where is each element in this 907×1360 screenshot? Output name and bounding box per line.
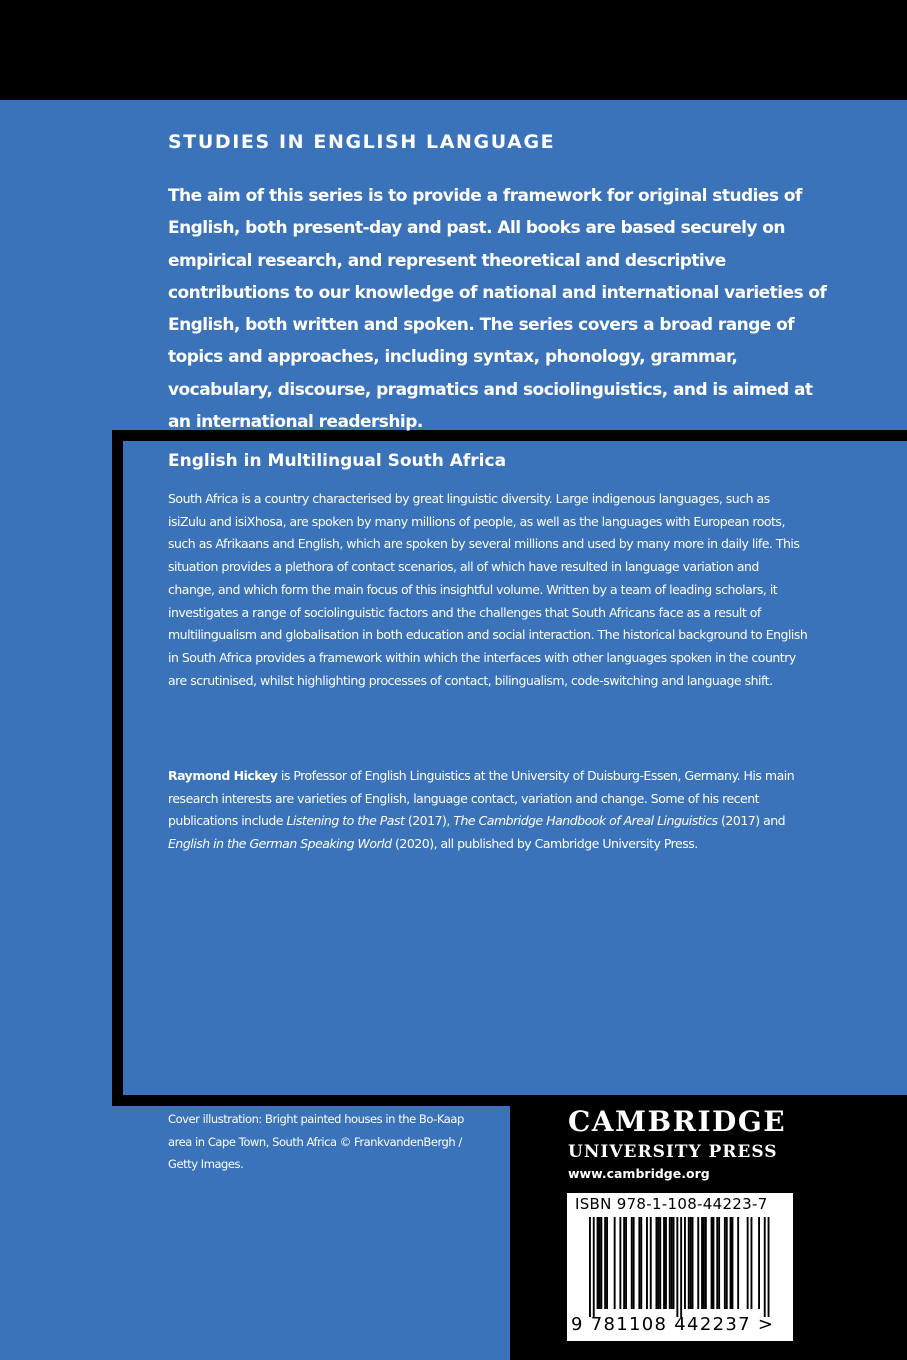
- barcode-bar: [737, 1217, 739, 1309]
- barcode-bar: [646, 1217, 648, 1309]
- barcode-bar: [732, 1217, 734, 1309]
- publisher-subname: UNIVERSITY PRESS: [568, 1142, 778, 1162]
- barcode-bar: [680, 1217, 682, 1317]
- barcode-bar: [724, 1217, 726, 1309]
- author-work-title: English in the German Speaking World: [168, 836, 392, 852]
- author-bio-text: (2020), all published by Cambridge University Press.: [391, 836, 698, 852]
- barcode-bar: [697, 1217, 699, 1309]
- barcode-bar: [690, 1217, 692, 1309]
- barcode-bar: [703, 1217, 705, 1309]
- author-work-title: Listening to the Past: [286, 813, 405, 829]
- barcode-bar: [758, 1217, 760, 1309]
- author-name: Raymond Hickey: [168, 768, 278, 783]
- barcode-bar: [659, 1217, 661, 1309]
- barcode-bar: [716, 1217, 718, 1309]
- barcode-bar: [614, 1217, 616, 1309]
- ean-digits: 9 781108 442237 >: [571, 1314, 775, 1335]
- left-blue-strip: [0, 430, 112, 1360]
- barcode-bar: [751, 1217, 753, 1309]
- barcode-bar: [665, 1217, 667, 1309]
- author-bio-text: (2017),: [404, 813, 454, 829]
- publisher-website: www.cambridge.org: [568, 1166, 710, 1181]
- publisher-name: CAMBRIDGE: [568, 1105, 787, 1138]
- barcode-bar: [764, 1217, 766, 1317]
- barcode-bar: [633, 1217, 635, 1309]
- barcode-bar: [640, 1217, 642, 1309]
- series-title: STUDIES IN ENGLISH LANGUAGE: [168, 131, 556, 153]
- barcode-bar: [726, 1217, 728, 1309]
- barcode-bar: [619, 1217, 621, 1309]
- book-blurb: South Africa is a country characterised by great linguistic diversity. Large indigenous languages, such as isiZulu and isiXhosa, are spoken by many millions of people, as well as the languages with European roots, such as Afrikaans and English, which are spoken by several millions and used by many more in daily life. This situation provides a plethora of contact scenarios, all of which have resulted in language variation and change, and which form the main focus of this insightful volume. Written by a team of leading scholars, it investigates a range of sociolinguistic factors and the challenges that South Africans face as a result of multilingualism and globalisation in both education and social interaction. The historical background to English in South Africa provides a framework within which the interfaces with other languages spoken in the country are scrutinised, whilst highlighting processes of contact, bilingualism, code-switching and language shift.: [168, 491, 808, 688]
- barcode-bar: [593, 1217, 595, 1317]
- barcode-bar: [631, 1217, 633, 1309]
- barcode-bar: [589, 1217, 591, 1317]
- barcode-bar: [718, 1217, 720, 1309]
- barcode-bar: [713, 1217, 715, 1309]
- barcode-bar: [730, 1217, 732, 1309]
- barcode-bar: [669, 1217, 671, 1309]
- barcode-bar: [657, 1217, 659, 1309]
- barcode-bar: [606, 1217, 608, 1309]
- barcode-bar: [671, 1217, 673, 1309]
- isbn-barcode: [567, 1193, 793, 1341]
- author-bio: [168, 765, 808, 856]
- barcode-bar: [600, 1217, 602, 1309]
- barcode-bar: [673, 1217, 675, 1309]
- author-work-title: The Cambridge Handbook of Areal Linguistics: [453, 813, 718, 829]
- barcode-bar: [701, 1217, 703, 1309]
- barcode-bar: [625, 1217, 627, 1309]
- barcode-bars: [589, 1217, 779, 1317]
- barcode-bar: [684, 1217, 686, 1309]
- barcode-bar: [676, 1217, 678, 1317]
- barcode-bar: [705, 1217, 707, 1309]
- barcode-bar: [597, 1217, 599, 1309]
- barcode-bar: [656, 1217, 658, 1309]
- author-bio-text: is Professor of English Linguistics at the University of Duisburg-Essen, Germany. His main research interests are varieties of English, language contact, variation and change. Some of his recent publications include: [168, 768, 795, 829]
- cover-credit: Cover illustration: Bright painted houses in the Bo-Kaap area in Cape Town, South Africa © FrankvandenBergh / Getty Images.: [168, 1112, 464, 1172]
- barcode-bar: [638, 1217, 640, 1309]
- barcode-bar: [599, 1217, 601, 1309]
- publisher-logo: [568, 1103, 786, 1185]
- barcode-bar: [604, 1217, 606, 1309]
- barcode-bar: [663, 1217, 665, 1309]
- barcode-bar: [747, 1217, 749, 1309]
- barcode-bar: [650, 1217, 652, 1309]
- book-title: English in Multilingual South Africa: [168, 451, 507, 471]
- barcode-bar: [623, 1217, 625, 1309]
- barcode-bar: [768, 1217, 770, 1317]
- author-bio-text: (2017) and: [717, 813, 786, 829]
- barcode-bar: [692, 1217, 694, 1309]
- barcode-bar: [711, 1217, 713, 1309]
- barcode-bar: [688, 1217, 690, 1309]
- series-description: The aim of this series is to provide a framework for original studies of English, both present-day and past. All books are based securely on empirical research, and represent theoretical and descriptive contributions to our knowledge of national and international varieties of English, both written and spoken. The series covers a broad range of topics and approaches, including syntax, phonology, grammar, vocabulary, discourse, pragmatics and sociolinguistics, and is aimed at an international readership.: [168, 186, 827, 433]
- isbn-label: ISBN 978-1-108-44223-7: [575, 1195, 768, 1213]
